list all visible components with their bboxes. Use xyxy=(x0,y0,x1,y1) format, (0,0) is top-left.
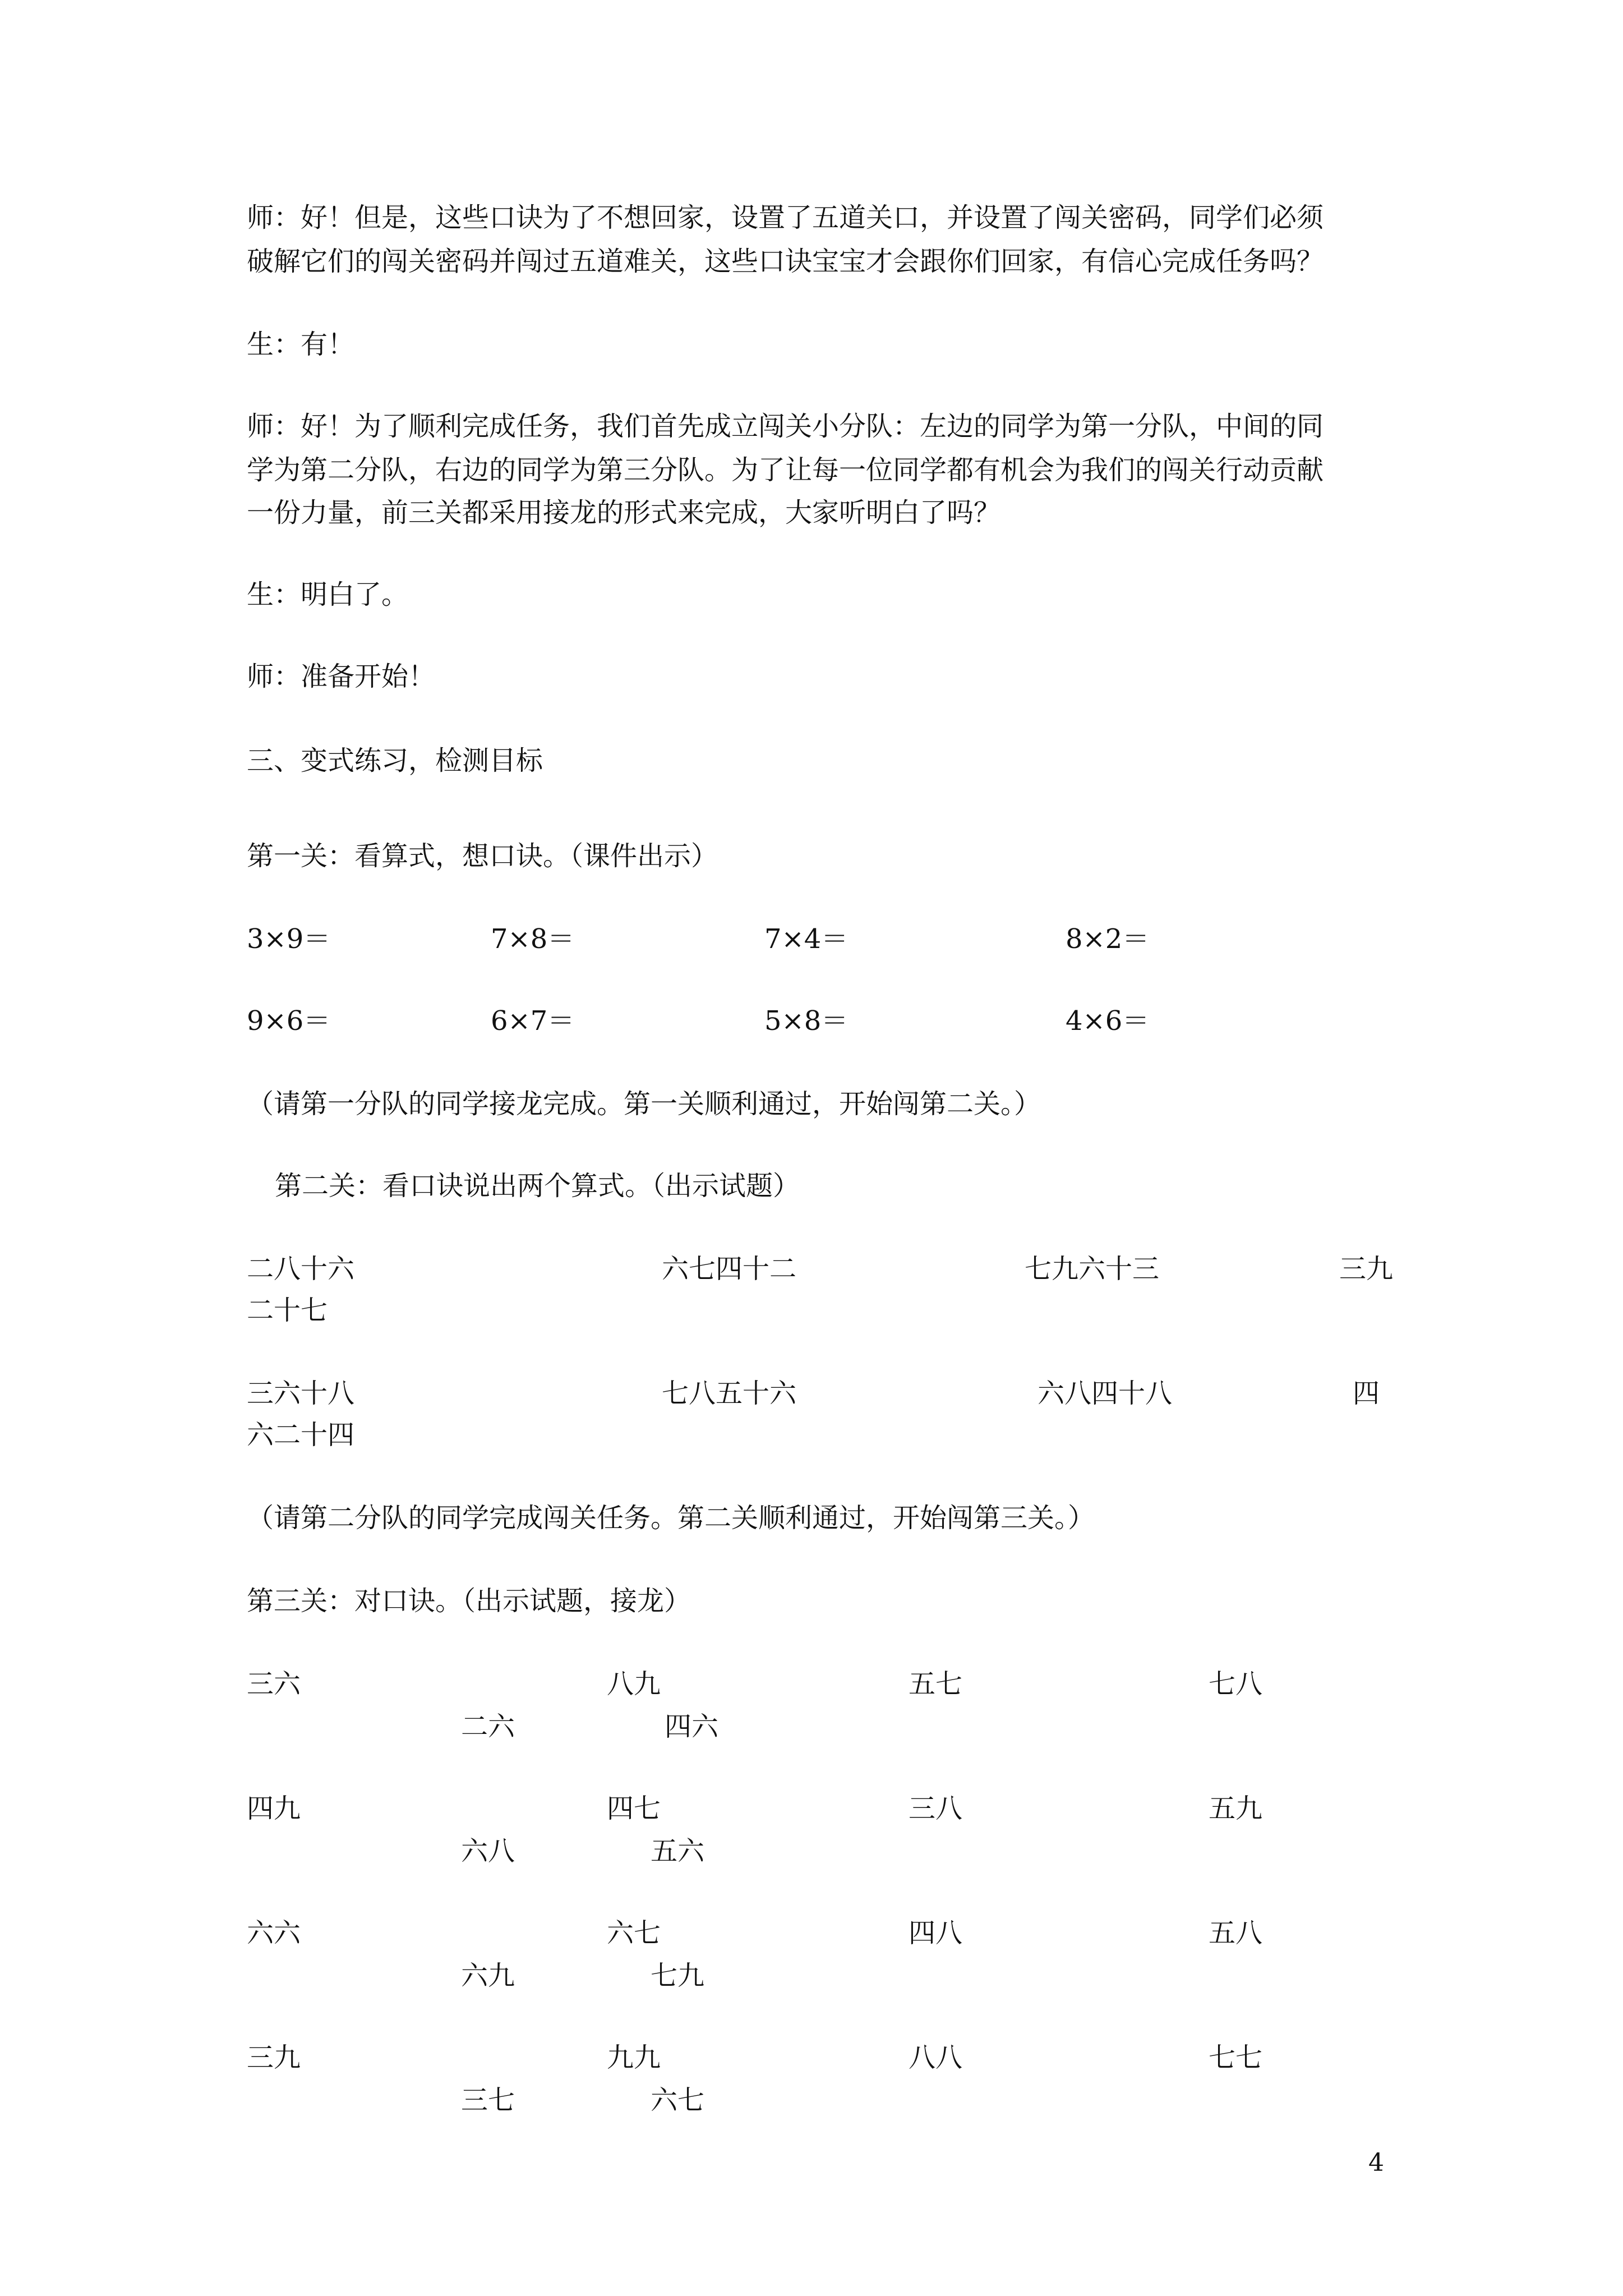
level2-rhyme: 六八四十八 xyxy=(1038,1378,1173,1409)
level2-rhyme: 七九六十三 xyxy=(1025,1253,1160,1285)
level3-rhyme: 五九 xyxy=(1209,1793,1263,1824)
level1-expression: 6×7＝ xyxy=(491,1005,575,1037)
dialogue-line-8: 师：准备开始！ xyxy=(247,661,436,692)
level3-rhyme: 四九 xyxy=(247,1793,301,1824)
level1-expression: 4×6＝ xyxy=(1066,1005,1150,1037)
level3-rhyme: 七八 xyxy=(1209,1668,1263,1700)
level2-rhyme: 二十七 xyxy=(247,1295,328,1326)
level1-expression: 8×2＝ xyxy=(1066,923,1150,955)
level2-rhyme: 三六十八 xyxy=(247,1378,355,1409)
level3-rhyme: 六七 xyxy=(607,1917,661,1949)
level3-rhyme: 二六 xyxy=(461,1711,515,1742)
level3-rhyme: 八九 xyxy=(607,1668,661,1700)
level3-rhyme: 六七 xyxy=(651,2085,705,2116)
level3-rhyme: 三六 xyxy=(247,1668,301,1700)
level3-rhyme: 三九 xyxy=(247,2042,301,2073)
level1-expression: 7×8＝ xyxy=(491,923,575,955)
level3-rhyme: 七七 xyxy=(1209,2042,1263,2073)
level2-rhyme: 六二十四 xyxy=(247,1419,355,1451)
level3-rhyme: 六八 xyxy=(461,1835,515,1867)
level2-note: （请第二分队的同学完成闯关任务。第二关顺利通过，开始闯第三关。） xyxy=(247,1502,1095,1534)
level1-note: （请第一分队的同学接龙完成。第一关顺利通过，开始闯第二关。） xyxy=(247,1088,1041,1120)
level3-title: 第三关：对口诀。（出示试题，接龙） xyxy=(247,1585,691,1617)
level3-rhyme: 六九 xyxy=(461,1960,515,1991)
level1-title: 第一关：看算式，想口诀。（课件出示） xyxy=(247,840,718,872)
dialogue-line-4: 师：好！为了顺利完成任务，我们首先成立闯关小分队：左边的同学为第一分队，中间的同 xyxy=(247,411,1324,442)
level3-rhyme: 九九 xyxy=(607,2042,661,2073)
dialogue-line-6: 一份力量，前三关都采用接龙的形式来完成，大家听明白了吗？ xyxy=(247,497,1001,528)
level2-rhyme: 七八五十六 xyxy=(662,1378,797,1409)
level3-rhyme: 五六 xyxy=(651,1835,705,1867)
level1-expression: 5×8＝ xyxy=(764,1005,849,1037)
section-heading: 三、变式练习，检测目标 xyxy=(247,745,543,776)
level3-rhyme: 五八 xyxy=(1209,1917,1263,1949)
dialogue-line-1: 师：好！但是，这些口诀为了不想回家，设置了五道关口，并设置了闯关密码，同学们必须 xyxy=(247,202,1324,233)
level1-expression: 7×4＝ xyxy=(764,923,849,955)
dialogue-line-2: 破解它们的闯关密码并闯过五道难关，这些口诀宝宝才会跟你们回家，有信心完成任务吗？ xyxy=(247,246,1324,277)
page-number: 4 xyxy=(1368,2148,1384,2177)
level3-rhyme: 七九 xyxy=(651,1960,705,1991)
level2-rhyme: 四 xyxy=(1353,1378,1380,1409)
level3-rhyme: 五七 xyxy=(909,1668,963,1700)
level3-rhyme: 三八 xyxy=(909,1793,963,1824)
level3-rhyme: 四六 xyxy=(665,1711,719,1742)
dialogue-line-3: 生：有！ xyxy=(247,329,355,360)
level2-title: 第二关：看口诀说出两个算式。（出示试题） xyxy=(275,1170,800,1202)
level3-rhyme: 四八 xyxy=(909,1917,963,1949)
level2-rhyme: 六七四十二 xyxy=(662,1253,797,1285)
level2-rhyme: 二八十六 xyxy=(247,1253,355,1285)
level2-rhyme: 三九 xyxy=(1339,1253,1394,1285)
level3-rhyme: 三七 xyxy=(461,2085,515,2116)
dialogue-line-5: 学为第二分队，右边的同学为第三分队。为了让每一位同学都有机会为我们的闯关行动贡献 xyxy=(247,454,1324,486)
level3-rhyme: 六六 xyxy=(247,1917,301,1949)
dialogue-line-7: 生：明白了。 xyxy=(247,579,409,610)
level1-expression: 9×6＝ xyxy=(247,1005,331,1037)
level3-rhyme: 八八 xyxy=(909,2042,963,2073)
level3-rhyme: 四七 xyxy=(607,1793,661,1824)
level1-expression: 3×9＝ xyxy=(247,923,331,955)
